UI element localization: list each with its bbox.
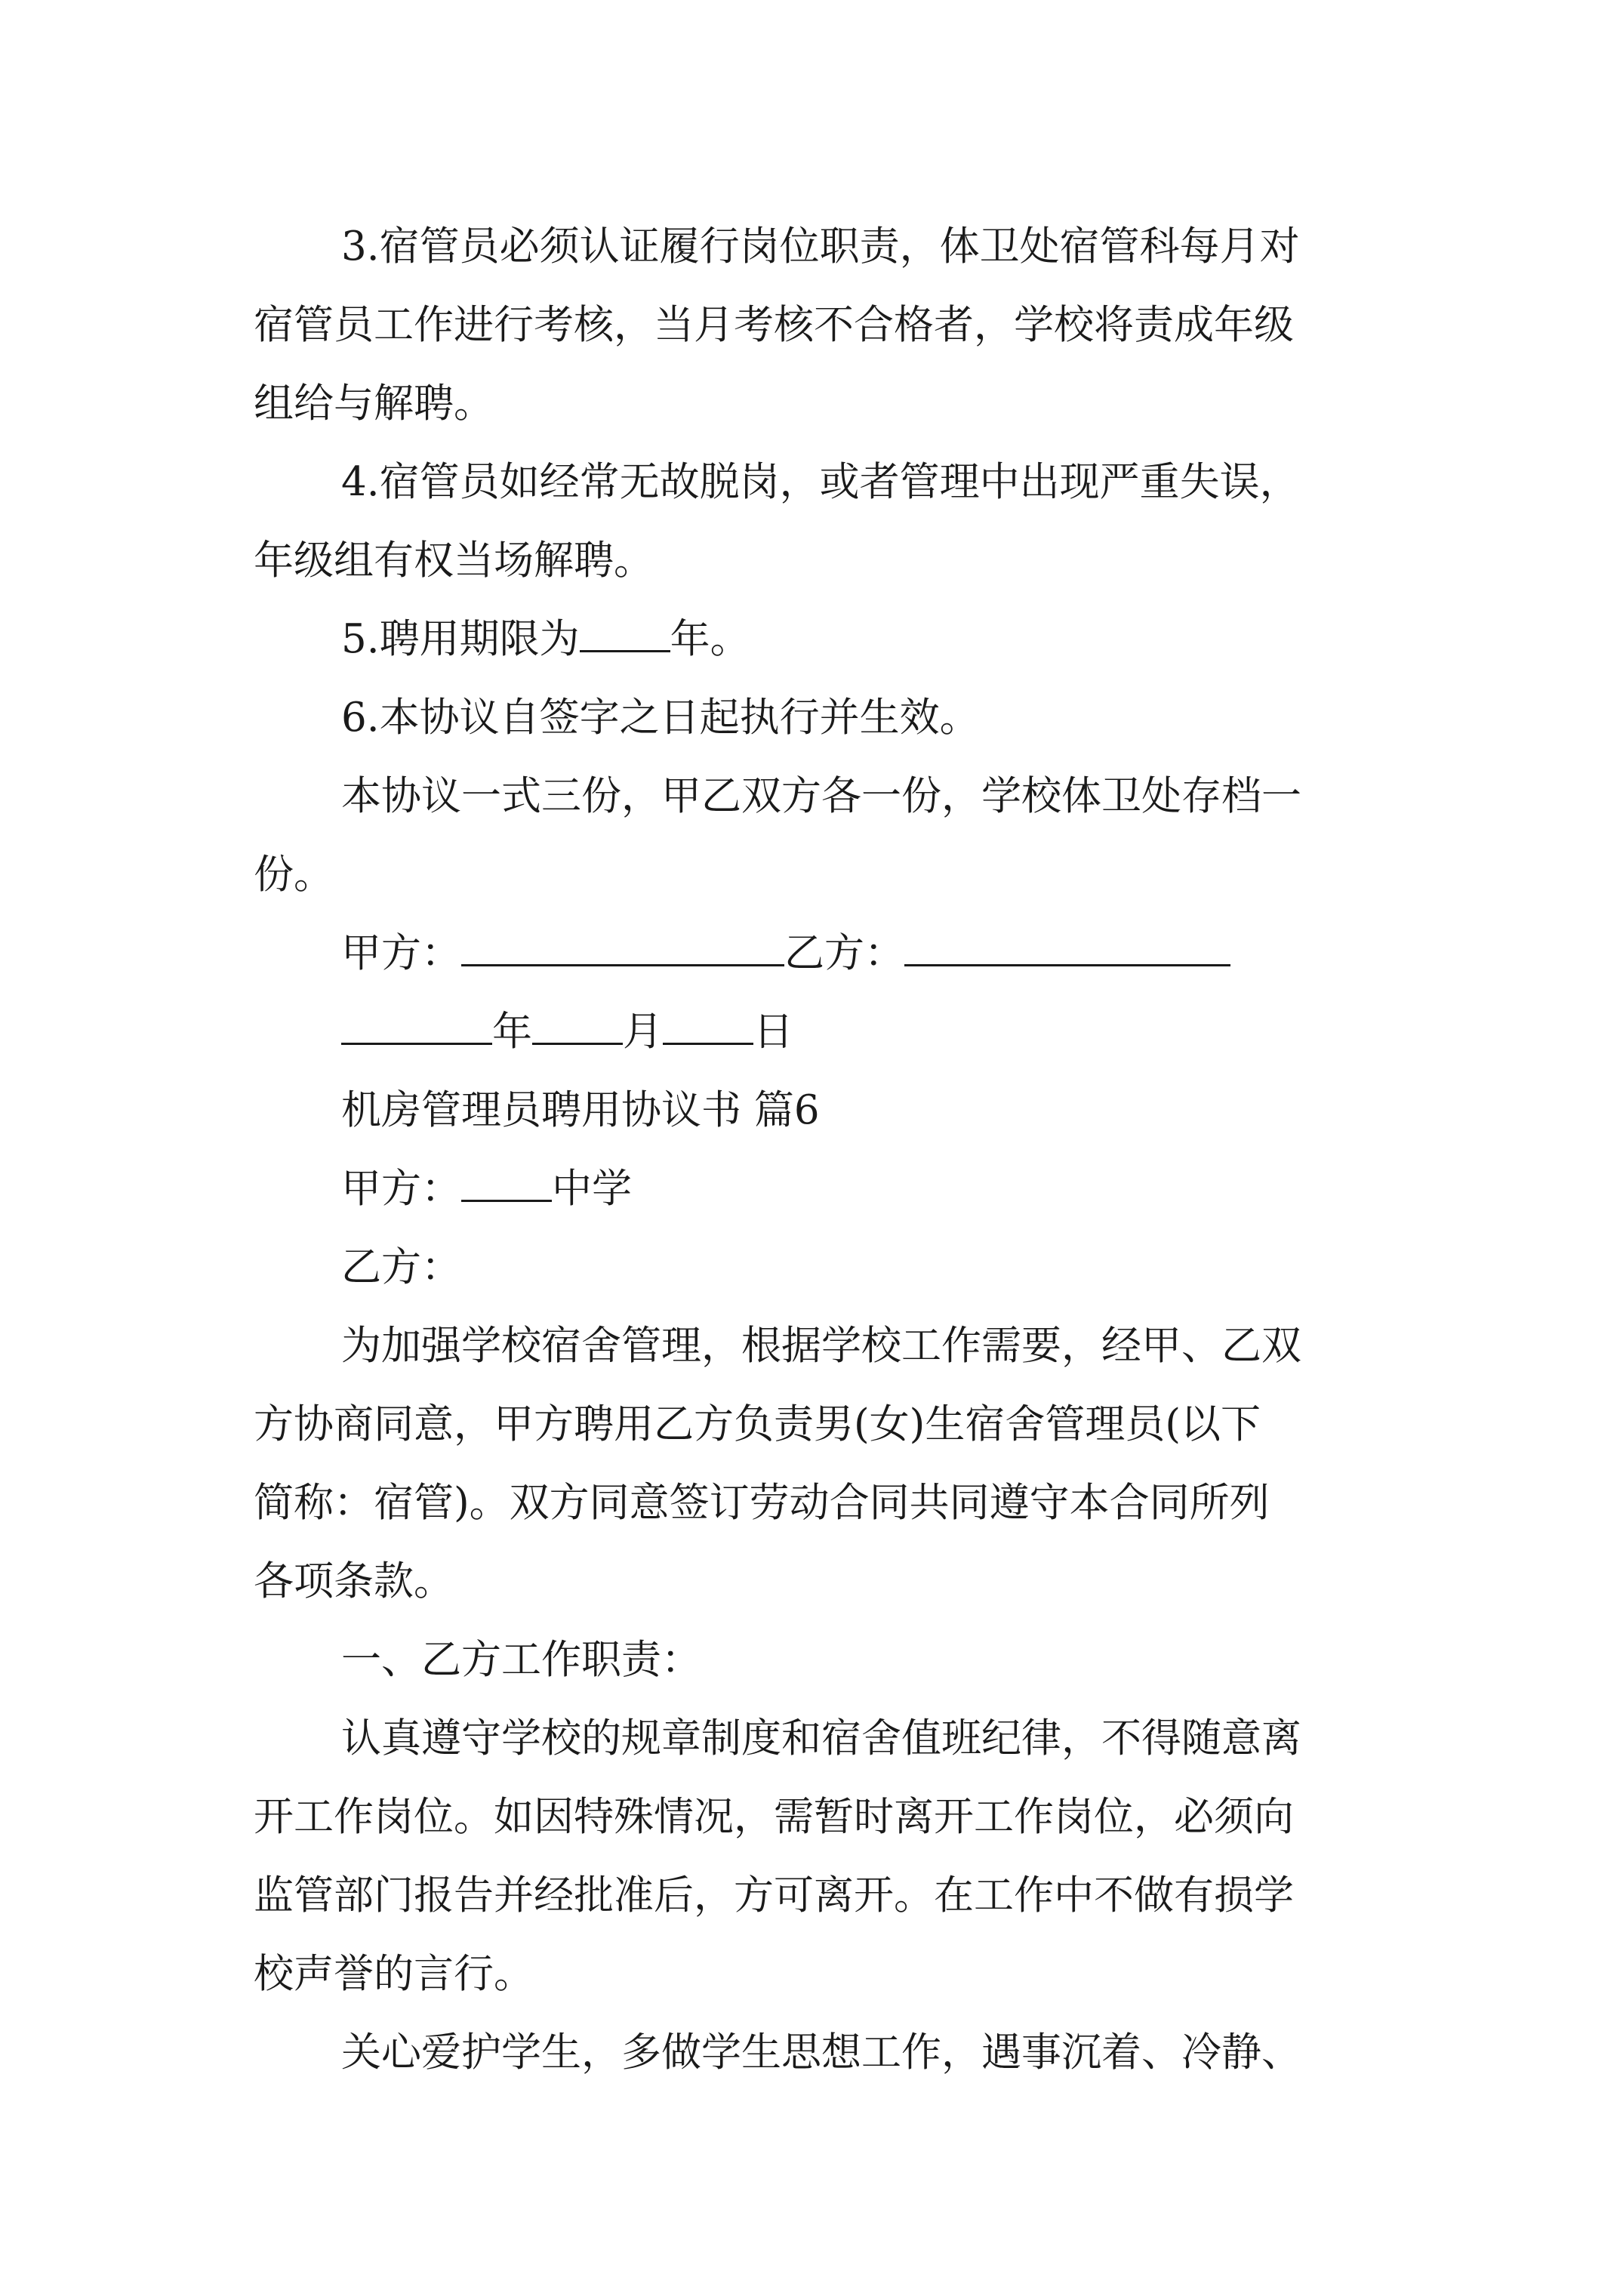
paragraph-line: 方协商同意，甲方聘用乙方负责男(女)生宿舍管理员(以下: [254, 1401, 1261, 1447]
term-suffix: 年。: [670, 616, 750, 662]
party-a-label: 甲方：: [341, 930, 461, 976]
party-a-line: [341, 1163, 632, 1216]
paragraph-line: 开工作岗位。如因特殊情况，需暂时离开工作岗位，必须向: [254, 1794, 1294, 1840]
date-line: [341, 1006, 793, 1059]
term-prefix: 5.聘用期限为: [341, 616, 580, 662]
paragraph-line: 认真遵守学校的规章制度和宿舍值班纪律，不得随意离: [341, 1715, 1301, 1761]
paragraph-line: 6.本协议自签字之日起执行并生效。: [341, 695, 980, 741]
party-a-signature-blank: [461, 928, 784, 966]
term-years-blank: [580, 614, 670, 652]
paragraph-line: 关心爱护学生，多做学生思想工作，遇事沉着、冷静、: [341, 2029, 1301, 2076]
paragraph-line: 为加强学校宿舍管理，根据学校工作需要，经甲、乙双: [341, 1323, 1301, 1369]
paragraph-line: 3.宿管员必须认证履行岗位职责，体卫处宿管科每月对: [341, 223, 1300, 270]
year-blank: [341, 1006, 492, 1045]
term-line: [341, 613, 750, 666]
day-blank: [663, 1006, 753, 1045]
paragraph-line: 各项条款。: [254, 1558, 454, 1604]
paragraph-line: 年级组有权当场解聘。: [254, 538, 654, 584]
section-title: 机房管理员聘用协议书 篇6: [341, 1087, 820, 1133]
party-b-line: 乙方：: [341, 1244, 461, 1290]
party-a-label: 甲方：: [341, 1166, 461, 1212]
day-label: 日: [753, 1009, 793, 1055]
section-heading: 一、乙方工作职责：: [341, 1637, 701, 1683]
party-b-signature-blank: [904, 928, 1230, 966]
paragraph-line: 份。: [254, 852, 334, 898]
paragraph-line: 宿管员工作进行考核，当月考核不合格者，学校将责成年级: [254, 302, 1294, 348]
school-suffix: 中学: [552, 1166, 632, 1212]
month-blank: [532, 1006, 623, 1045]
signature-line: [341, 927, 1230, 980]
month-label: 月: [623, 1009, 663, 1055]
paragraph-line: 4.宿管员如经常无故脱岗，或者管理中出现严重失误，: [341, 459, 1300, 505]
paragraph-line: 简称：宿管)。双方同意签订劳动合同共同遵守本合同所列: [254, 1480, 1270, 1526]
paragraph-line: 本协议一式三份，甲乙双方各一份，学校体卫处存档一: [341, 773, 1301, 819]
paragraph-line: 校声誉的言行。: [254, 1951, 534, 1997]
paragraph-line: 组给与解聘。: [254, 381, 494, 427]
party-b-label: 乙方：: [784, 930, 904, 976]
year-label: 年: [492, 1009, 532, 1055]
school-name-blank: [461, 1163, 552, 1202]
paragraph-line: 监管部门报告并经批准后，方可离开。在工作中不做有损学: [254, 1872, 1294, 1918]
